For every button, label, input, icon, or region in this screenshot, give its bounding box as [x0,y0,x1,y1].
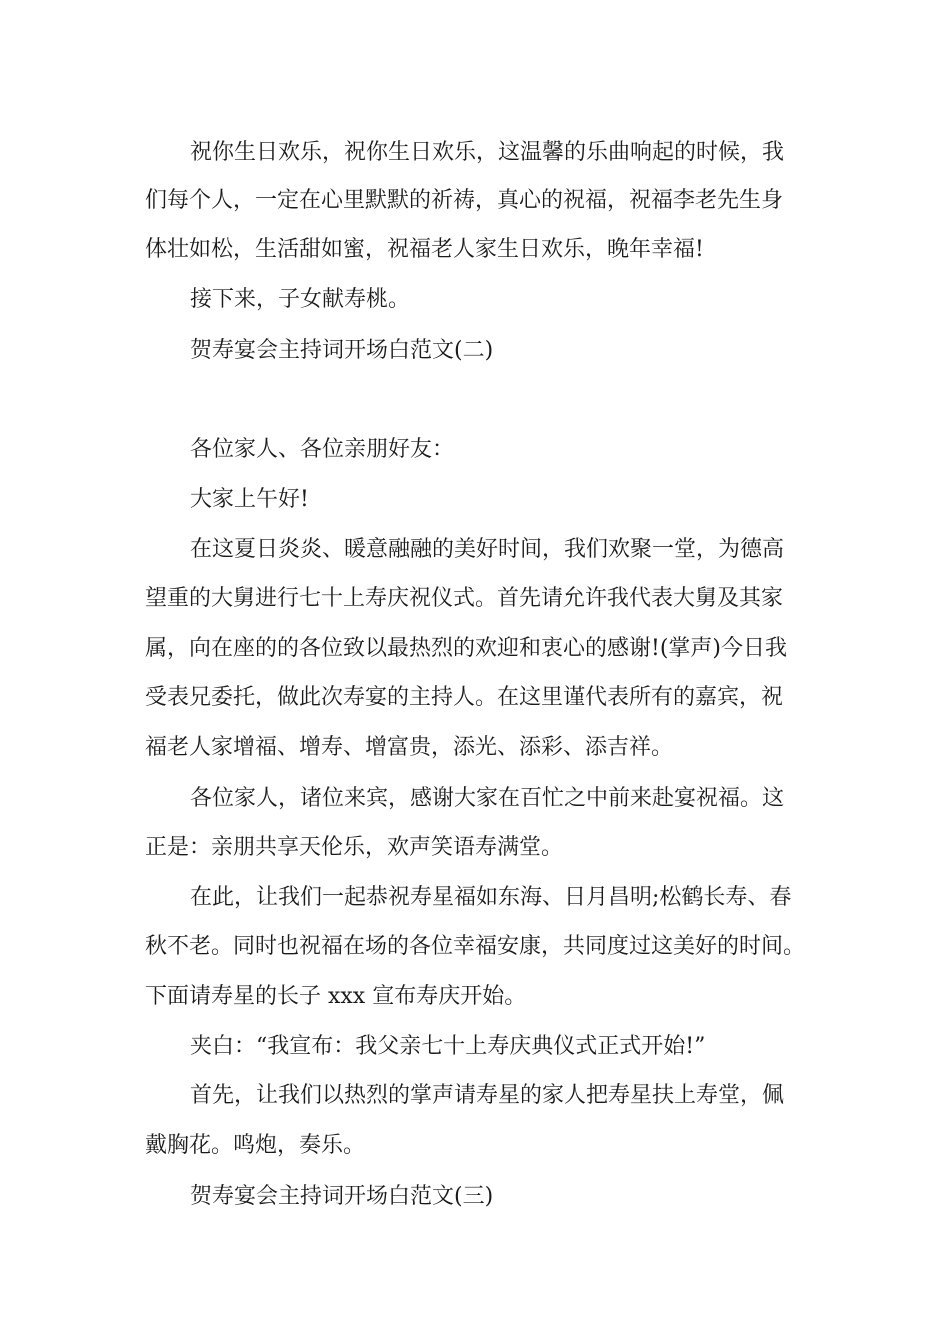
text-line: 受表兄委托，做此次寿宴的主持人。在这里谨代表所有的嘉宾，祝 [145,685,784,710]
text-line: 戴胸花。鸣炮，奏乐。 [145,1133,366,1158]
text-line: 各位家人、各位亲朋好友： [190,437,455,462]
text-line: 各位家人，诸位来宾，感谢大家在百忙之中前来赴宴祝福。这 [190,786,785,811]
text-line: 望重的大舅进行七十上寿庆祝仪式。首先请允许我代表大舅及其家 [145,586,784,611]
text-line: 们每个人，一定在心里默默的祈祷，真心的祝福，祝福李老先生身 [145,188,784,213]
text-line: 祝你生日欢乐，祝你生日欢乐，这温馨的乐曲响起的时候，我 [190,140,785,165]
section-heading: 贺寿宴会主持词开场白范文(三) [190,1184,494,1209]
text-line: 接下来，子女献寿桃。 [190,287,411,312]
text-line: 正是：亲朋共享天伦乐，欢声笑语寿满堂。 [145,835,564,860]
text-line: 福老人家增福、增寿、增富贵，添光、添彩、添吉祥。 [145,735,674,760]
text-line: 体壮如松，生活甜如蜜，祝福老人家生日欢乐，晚年幸福! [145,237,704,262]
text-line: 下面请寿星的长子 xxx 宣布寿庆开始。 [145,984,527,1009]
text-line: 大家上午好! [190,487,309,512]
text-line: 夹白：“我宣布：我父亲七十上寿庆典仪式正式开始!” [190,1034,706,1059]
text-line: 秋不老。同时也祝福在场的各位幸福安康，共同度过这美好的时间。 [145,934,806,959]
text-line: 属，向在座的的各位致以最热烈的欢迎和衷心的感谢!(掌声)今日我 [145,636,788,661]
section-heading: 贺寿宴会主持词开场白范文(二) [190,338,494,363]
text-line: 在这夏日炎炎、暖意融融的美好时间，我们欢聚一堂，为德高 [190,537,785,562]
text-line: 在此，让我们一起恭祝寿星福如东海、日月昌明;松鹤长寿、春 [190,885,792,910]
text-line: 首先，让我们以热烈的掌声请寿星的家人把寿星扶上寿堂，佩 [190,1083,785,1108]
